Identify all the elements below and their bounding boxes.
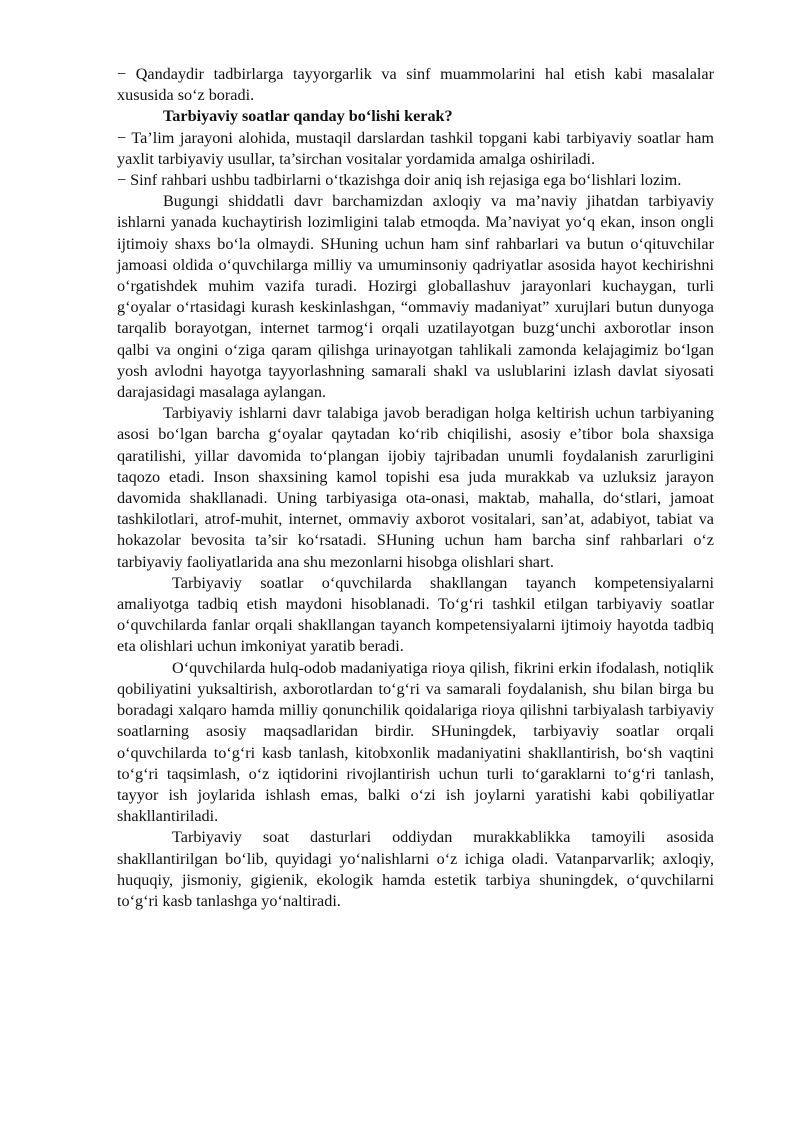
section-heading: Tarbiyaviy soatlar qanday bo‘lishi kerak? <box>163 107 453 126</box>
intro-list-item: − Qandaydir tadbirlarga tayyorgarlik va sinf muammolarini hal etish kabi masalalar xususida so‘z boradi. <box>117 65 714 105</box>
paragraph-1: Bugungi shiddatli davr barchamizdan axloqiy va ma’naviy jihatdan tarbiyaviy ishlarni yanada kuchaytirish lozimligini talab etmoqda. Ma’naviyat yo‘q ekan, inson ongli ijtimoiy shaxs bo‘la olmaydi. SHuning uchun ham sinf rahbarlari va butun o‘qituvchilar jamoasi oldida o‘quvchilarga milliy va umuminsoniy qadriyatlar asosida hayot kechirishni o‘rgatishdek muhim vazifa turadi. Hozirgi globallashuv jarayonlari kuchaygan, turli g‘oyalar o‘rtasidagi kurash keskinlashgan, “ommaviy madaniyat” xurujlari butun dunyoga tarqalib borayotgan, internet tarmog‘i orqali uzatilayotgan buzg‘unchi axborotlar inson qalbi va ongini o‘ziga qaram qilishga urinayotgan tahlikali zamonda kelajagimiz bo‘lgan yosh avlodni hayotga tayyorlashning samarali shakl va uslublarini izlash davlat siyosati darajasidagi masalaga aylangan. <box>117 192 714 402</box>
paragraph-4: O‘quvchilarda hulq-odob madaniyatiga rioya qilish, fikrini erkin ifodalash, notiqlik qobiliyatini yuksaltirish, axborotlardan to‘g‘ri va samarali foydalanish, shu bilan birga bu boradagi xalqaro hamda milliy qonunchilik qoidalariga rioya qilishni tarbiyalash tarbiyaviy soatlarning asosiy maqsadlaridan birdir. SHuningdek, tarbiyaviy soatlar orqali o‘quvchilarda to‘g‘ri kasb tanlash, kitobxonlik madaniyatini shakllantirish, bo‘sh vaqtini to‘g‘ri taqsimlash, o‘z iqtidorini rivojlantirish uchun turli to‘garaklarni to‘g‘ri tanlash, tayyor ish joylarida ishlash emas, balki o‘zi ish joylarni yaratishi kabi qobiliyatlar shakllantiriladi. <box>117 658 714 826</box>
list-item-1: − Ta’lim jarayoni alohida, mustaqil darslardan tashkil topgani kabi tarbiyaviy soatlar ham yaxlit tarbiyaviy usullar, ta’sirchan vositalar yordamida amalga oshiriladi. <box>117 128 714 168</box>
document-body <box>117 64 714 912</box>
paragraph-2: Tarbiyaviy ishlarni davr talabiga javob beradigan holga keltirish uchun tarbiyaning asosi bo‘lgan barcha g‘oyalar qaytadan ko‘rib chiqilishi, asosiy e’tibor bola shaxsiga qaratilishi, yillar davomida to‘plangan ijobiy tajribadan unumli foydalanish zarurligini taqozo etadi. Inson shaxsining kamol topishi esa juda murakkab va uzluksiz jarayon davomida shakllanadi. Uning tarbiyasiga ota-onasi, maktab, mahalla, do‘stlari, jamoat tashkilotlari, atrof-muhit, internet, ommaviy axborot vositalari, san’at, adabiyot, tabiat va hokazolar bevosita ta’sir ko‘rsatadi. SHuning uchun ham barcha sinf rahbarlari o‘z tarbiyaviy faoliyatlarida ana shu mezonlarni hisobga olishlari shart. <box>117 404 714 571</box>
paragraph-5: Tarbiyaviy soat dasturlari oddiydan murakkablikka tamoyili asosida shakllantirilgan bo‘lib, quyidagi yo‘nalishlarni o‘z ichiga oladi. Vatanparvarlik; axloqiy, huquqiy, jismoniy, gigienik, ekologik hamda estetik tarbiya shuningdek, o‘quvchilarni to‘g‘ri kasb tanlashga yo‘naltiradi. <box>117 828 714 910</box>
paragraph-3: Tarbiyaviy soatlar o‘quvchilarda shakllangan tayanch kompetensiyalarni amaliyotga tadbiq etish maydoni hisoblanadi. To‘g‘ri tashkil etilgan tarbiyaviy soatlar o‘quvchilarda fanlar orqali shakllangan tayanch kompetensiyalarni ijtimoiy hayotda tadbiq eta olishlari uchun imkoniyat yaratib beradi. <box>117 573 714 656</box>
list-item-2: − Sinf rahbari ushbu tadbirlarni o‘tkazishga doir aniq ish rejasiga ega bo‘lishlari lozim. <box>117 171 682 190</box>
